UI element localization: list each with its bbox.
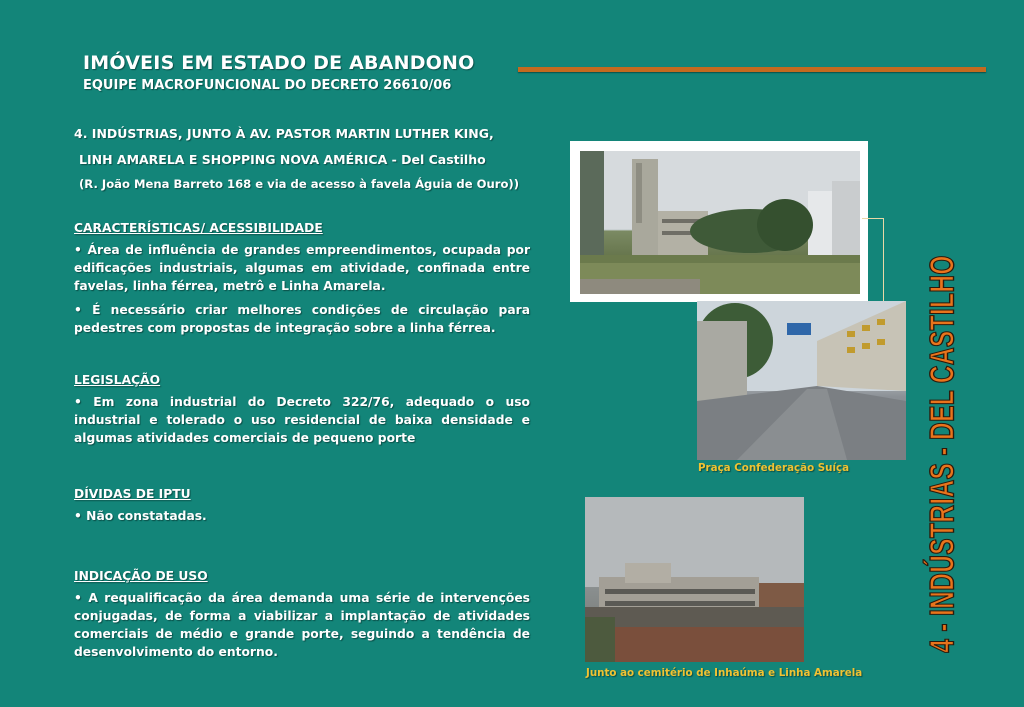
section-title-caracteristicas: CARACTERÍSTICAS/ ACESSIBILIDADE: [74, 221, 323, 235]
photo-cemiterio-inhauma: [585, 497, 804, 662]
spacer: [74, 531, 530, 567]
content-body: [74, 219, 530, 667]
section-title-dividas: DÍVIDAS DE IPTU: [74, 487, 191, 501]
photo-industrial-tower: [570, 141, 868, 302]
bullet-text: A requalificação da área demanda uma série de intervenções conjugadas, de forma a viabilizar a implantação de atividades comerciais de médio e grande porte, seguindo a tendência de desenvolvimento do entorno.: [74, 591, 530, 659]
page-title: IMÓVEIS EM ESTADO DE ABANDONO: [83, 52, 475, 74]
bullet-item: [74, 301, 530, 337]
bullet-item: [74, 507, 530, 525]
photo-caption: Junto ao cemitério de Inhaúma e Linha Amarela: [586, 667, 863, 679]
bullet-icon: •: [74, 591, 82, 605]
site-address: (R. João Mena Barreto 168 e via de acesso à favela Águia de Ouro)): [79, 177, 520, 191]
site-heading-line2: LINH AMARELA E SHOPPING NOVA AMÉRICA - Del Castilho: [79, 152, 486, 167]
section-title-legislacao: LEGISLAÇÃO: [74, 373, 161, 387]
bullet-icon: •: [74, 303, 82, 317]
photo-praca-confederacao: [697, 301, 906, 460]
bullet-item: [74, 393, 530, 447]
connector-line: [862, 218, 884, 219]
bullet-text: É necessário criar melhores condições de circulação para pedestres com propostas de integração sobre a linha férrea.: [74, 303, 531, 335]
bullet-text: Não constatadas.: [86, 509, 207, 523]
site-heading: [74, 121, 544, 195]
side-title: [924, 178, 963, 707]
bullet-text: Em zona industrial do Decreto 322/76, adequado o uso industrial e tolerado o uso residencial de baixa densidade e algumas atividades comerciais de pequeno porte: [74, 395, 530, 445]
bullet-icon: •: [74, 509, 82, 523]
bullet-item: [74, 241, 530, 295]
bullet-icon: •: [74, 395, 82, 409]
section-title-indicacao: INDICAÇÃO DE USO: [74, 569, 208, 583]
spacer: [74, 453, 530, 485]
spacer: [74, 343, 530, 371]
street-illustration: [697, 301, 906, 460]
title-rule-divider: [518, 67, 986, 72]
photo-caption: Praça Confederação Suíça: [698, 462, 850, 474]
bullet-text: Área de influência de grandes empreendimentos, ocupada por edificações industriais, algumas em atividade, confinada entre favelas, linha férrea, metrô e Linha Amarela.: [74, 243, 531, 293]
side-title-text: 4 - INDÚSTRIAS - DEL CASTILHO: [923, 255, 962, 653]
bullet-icon: •: [74, 243, 82, 257]
page-subtitle: EQUIPE MACROFUNCIONAL DO DECRETO 26610/06: [83, 78, 452, 93]
bullet-item: [74, 589, 530, 661]
building-illustration: [585, 497, 804, 662]
industrial-tower-illustration: [580, 151, 860, 294]
site-heading-line1: 4. INDÚSTRIAS, JUNTO À AV. PASTOR MARTIN LUTHER KING,: [74, 126, 494, 141]
